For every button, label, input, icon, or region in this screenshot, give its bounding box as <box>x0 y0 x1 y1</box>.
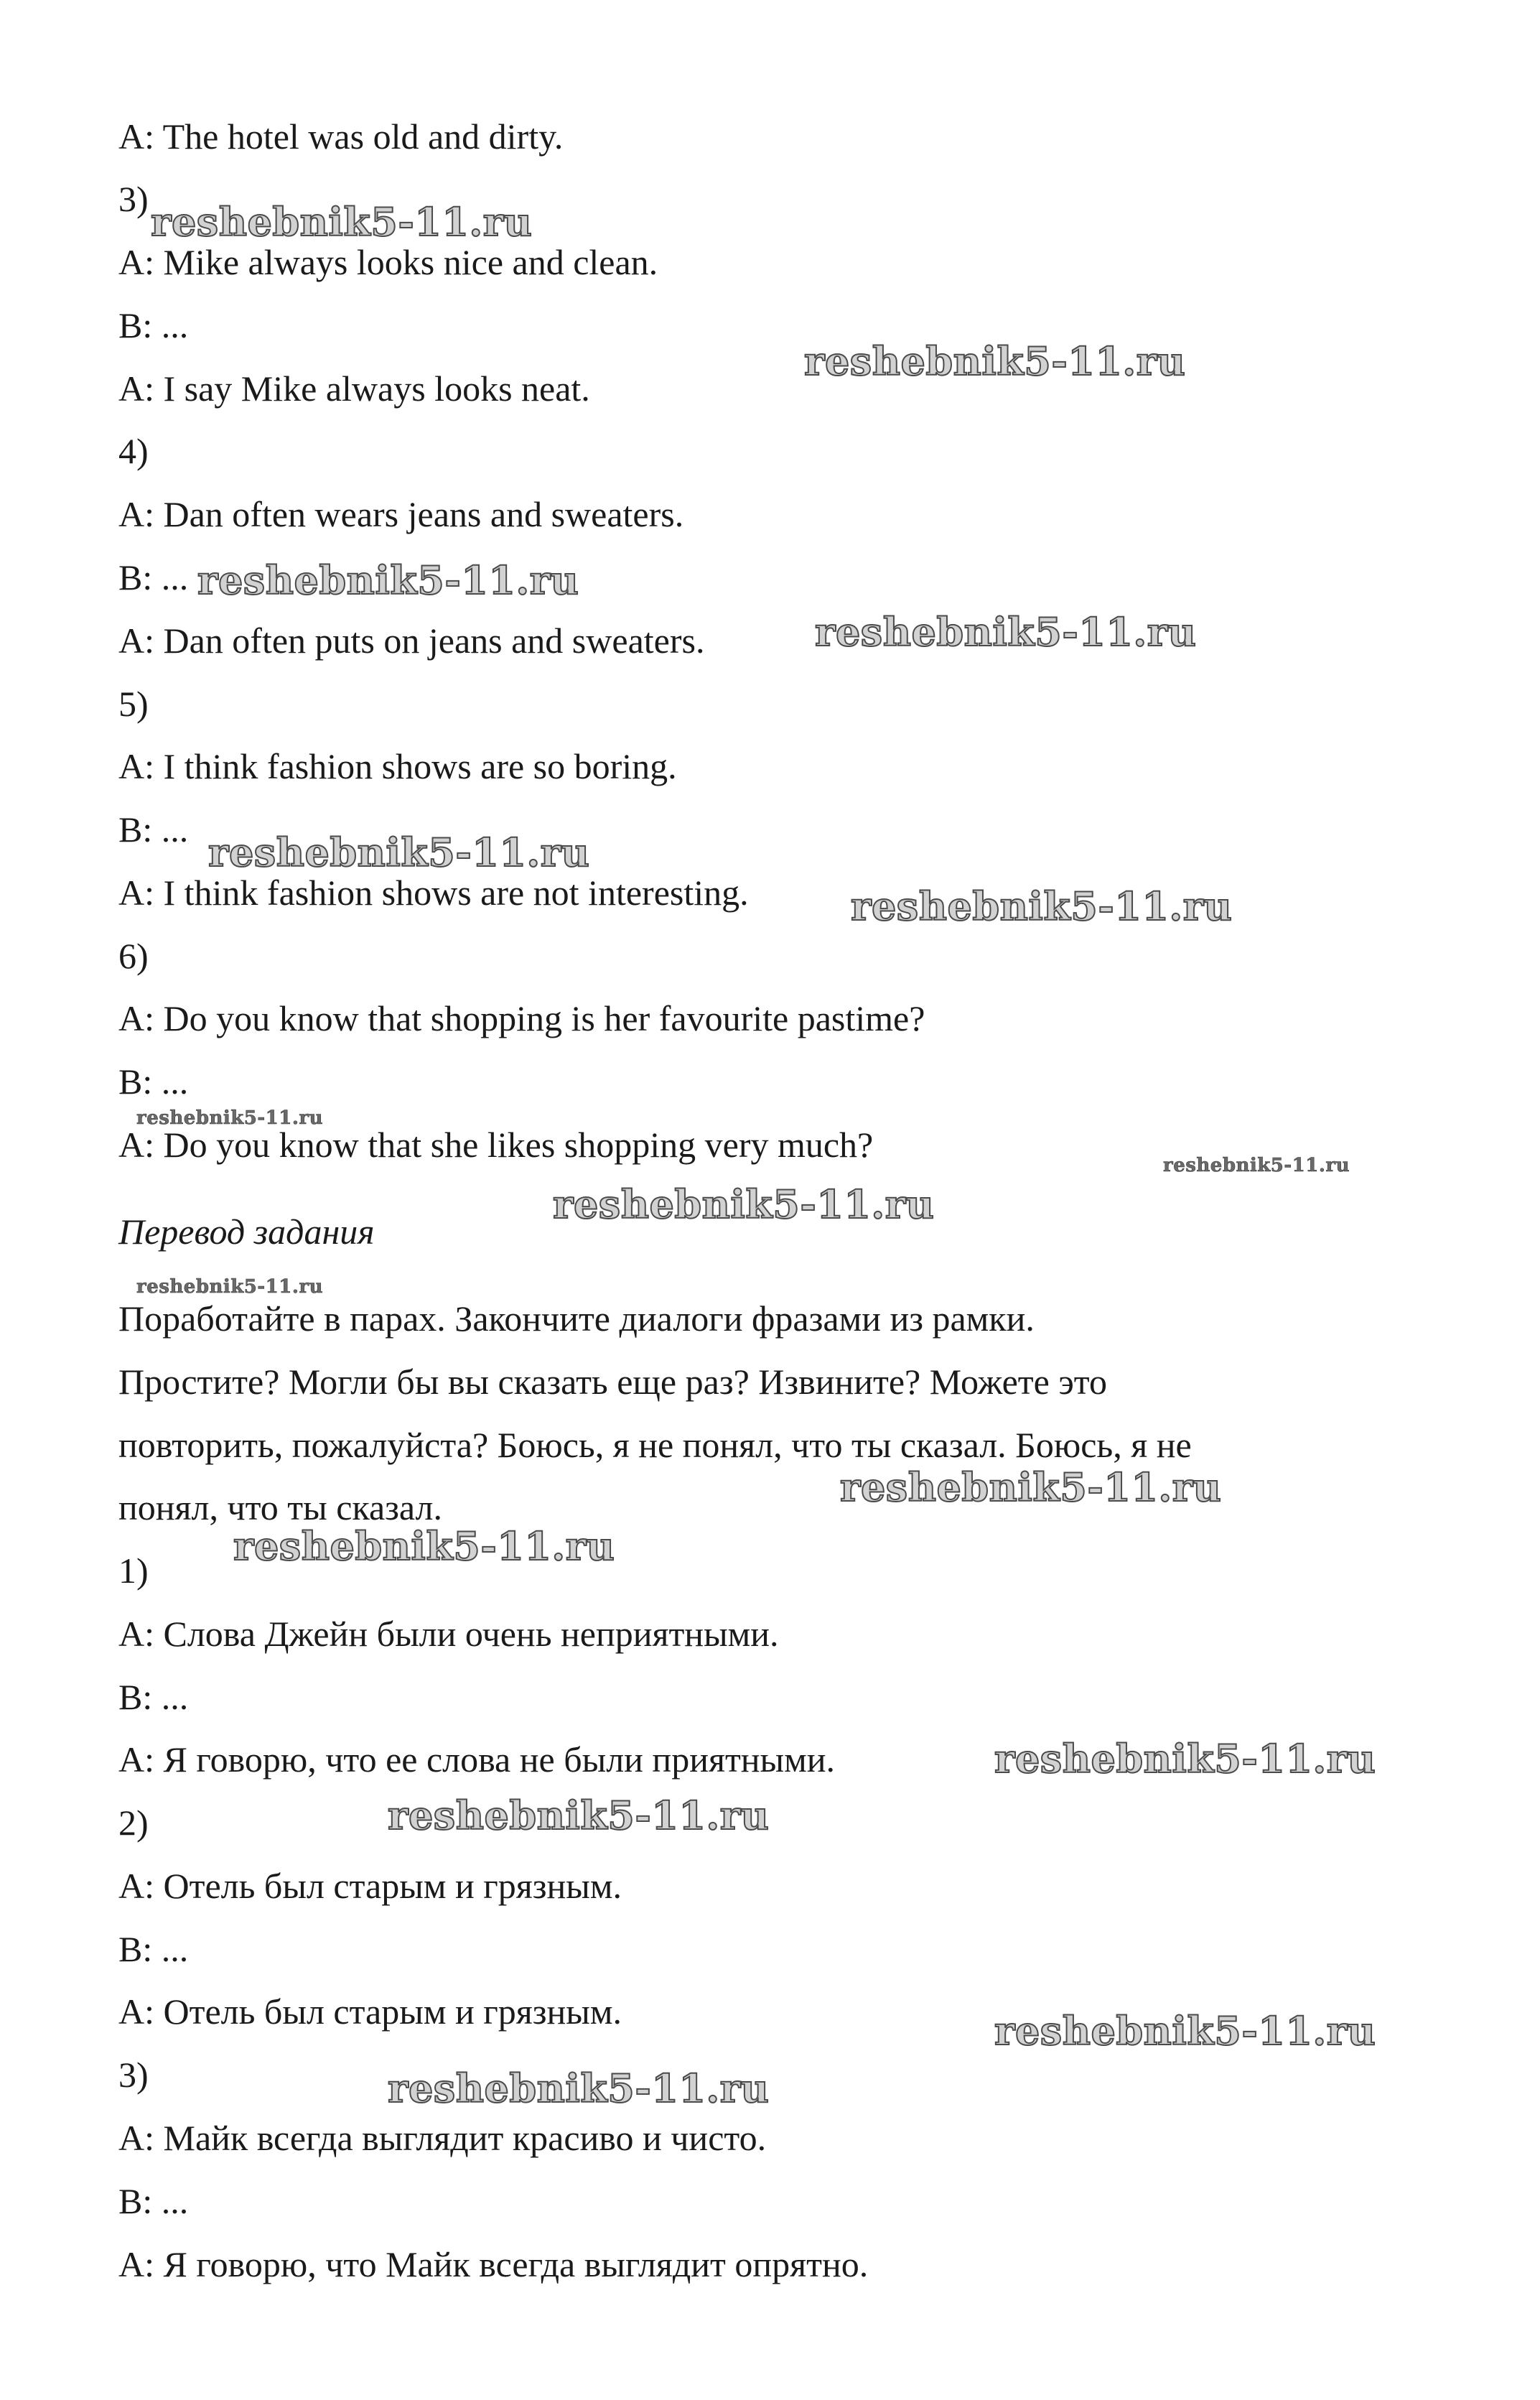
text-line: B: ... <box>118 305 189 345</box>
text-line: A: Слова Джейн были очень неприятными. <box>118 1614 779 1654</box>
watermark: reshebnik5-11.ru <box>233 1523 615 1569</box>
text-line: A: I say Mike always looks neat. <box>118 368 590 409</box>
watermark: reshebnik5-11.ru <box>388 2065 770 2111</box>
text-line: Поработайте в парах. Закончите диалоги фразами из рамки. <box>118 1298 1035 1339</box>
watermark: reshebnik5-11.ru <box>994 1736 1376 1782</box>
text-line: A: Я говорю, что ее слова не были приятными. <box>118 1739 836 1780</box>
watermark: reshebnik5-11.ru <box>804 338 1186 384</box>
item-number: 3) <box>118 2055 149 2095</box>
item-number: 2) <box>118 1803 149 1843</box>
watermark: reshebnik5-11.ru <box>994 2008 1376 2054</box>
watermark: reshebnik5-11.ru <box>136 1276 324 1298</box>
text-line: A: Dan often puts on jeans and sweaters. <box>118 620 705 661</box>
watermark: reshebnik5-11.ru <box>388 1792 770 1838</box>
text-line: B: ... <box>118 557 189 597</box>
text-line: A: The hotel was old and dirty. <box>118 116 564 157</box>
watermark: reshebnik5-11.ru <box>553 1181 935 1227</box>
watermark: reshebnik5-11.ru <box>136 1107 324 1129</box>
item-number: 3) <box>118 179 149 219</box>
item-number: 5) <box>118 684 149 724</box>
item-number: 1) <box>118 1550 149 1591</box>
section-heading: Перевод задания <box>118 1211 375 1252</box>
text-line: B: ... <box>118 1061 189 1102</box>
text-line: B: ... <box>118 809 189 850</box>
text-line: A: Я говорю, что Майк всегда выглядит опрятно. <box>118 2244 869 2284</box>
watermark: reshebnik5-11.ru <box>208 829 590 875</box>
watermark: reshebnik5-11.ru <box>151 199 533 245</box>
text-line: A: Mike always looks nice and clean. <box>118 242 658 282</box>
text-line: A: Do you know that shopping is her favourite pastime? <box>118 998 925 1038</box>
text-line: A: I think fashion shows are so boring. <box>118 746 677 786</box>
text-line: A: I think fashion shows are not interesting. <box>118 873 749 913</box>
text-line: A: Отель был старым и грязным. <box>118 1866 622 1906</box>
text-line: B: ... <box>118 2181 189 2221</box>
text-line: понял, что ты сказал. <box>118 1487 443 1527</box>
text-line: A: Dan often wears jeans and sweaters. <box>118 494 684 534</box>
text-line: A: Do you know that she likes shopping very much? <box>118 1125 874 1165</box>
text-line: A: Отель был старым и грязным. <box>118 1991 622 2032</box>
item-number: 6) <box>118 936 149 976</box>
text-line: повторить, пожалуйста? Боюсь, я не понял, что ты сказал. Боюсь, я не <box>118 1425 1192 1465</box>
text-line: Простите? Могли бы вы сказать еще раз? Извините? Можете это <box>118 1362 1107 1402</box>
watermark: reshebnik5-11.ru <box>1163 1155 1350 1176</box>
watermark: reshebnik5-11.ru <box>815 609 1197 655</box>
watermark: reshebnik5-11.ru <box>851 883 1233 929</box>
text-line: B: ... <box>118 1677 189 1717</box>
watermark: reshebnik5-11.ru <box>840 1464 1222 1510</box>
text-line: B: ... <box>118 1929 189 1969</box>
watermark: reshebnik5-11.ru <box>197 557 579 603</box>
item-number: 4) <box>118 431 149 471</box>
text-line: A: Майк всегда выглядит красиво и чисто. <box>118 2118 767 2158</box>
